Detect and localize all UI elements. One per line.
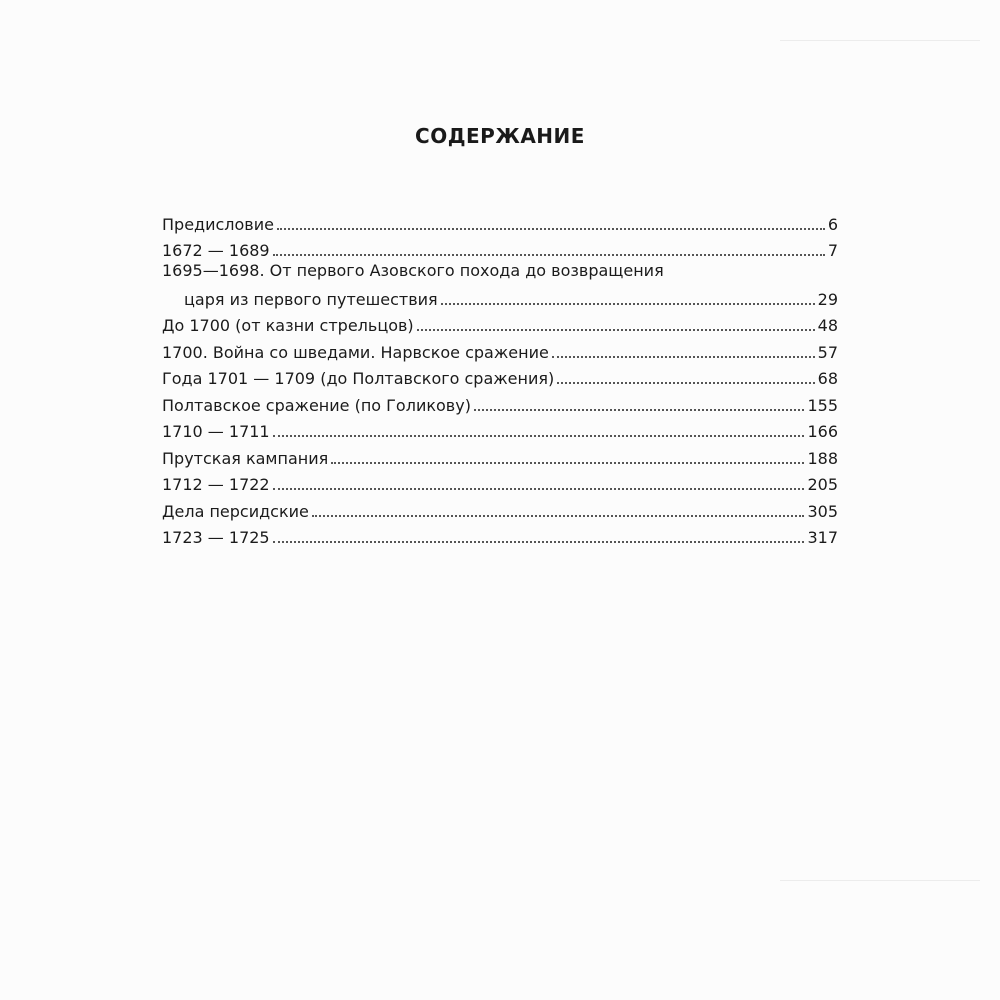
dot-leader: [312, 515, 805, 517]
toc-entry: [162, 522, 838, 549]
toc-entry-page: 155: [807, 395, 838, 415]
toc-entry-title: 1723 — 1725: [162, 528, 270, 547]
dot-leader: [441, 303, 815, 305]
toc-entry: [162, 495, 838, 522]
toc-entry-page: 305: [807, 501, 838, 521]
toc-entry-title: Прутская кампания: [162, 448, 329, 468]
toc-entry: [162, 363, 838, 390]
toc-entry-title: Дела персидские: [162, 501, 309, 521]
toc-entry-title: 1672 — 1689: [162, 241, 270, 260]
dot-leader: [552, 356, 815, 358]
toc-entry-first-line: [162, 261, 838, 283]
toc-entry-page: 6: [827, 214, 838, 234]
toc-entry-page: 188: [807, 448, 838, 468]
toc-entry-page: 29: [817, 289, 838, 309]
toc-entry-title: 1710 — 1711: [162, 422, 270, 441]
toc-entry-page: 317: [807, 528, 838, 547]
toc-entry-page: 57: [817, 342, 838, 362]
dot-leader: [273, 541, 805, 543]
dot-leader: [557, 382, 814, 384]
toc-entry-page: 7: [827, 241, 838, 260]
toc-entry-title: До 1700 (от казни стрельцов): [162, 316, 414, 335]
toc-entry-title: Предисловие: [162, 214, 274, 234]
table-of-contents: [162, 208, 838, 548]
toc-entry: [162, 235, 838, 262]
toc-entry-title: Года 1701 — 1709 (до Полтавского сражения): [162, 369, 555, 388]
toc-entry-page: 205: [807, 475, 838, 494]
toc-entry: [162, 310, 838, 337]
toc-entry-page: 68: [817, 369, 838, 388]
toc-entry-title: Полтавское сражение (по Голикову): [162, 395, 471, 415]
toc-entry: [162, 208, 838, 235]
dot-leader: [273, 254, 825, 256]
toc-entry: [162, 469, 838, 496]
dot-leader: [331, 462, 804, 464]
toc-entry-title-continued: царя из первого путешествия: [184, 289, 438, 309]
toc-entry: [162, 442, 838, 469]
bleed-through-line: [780, 40, 980, 41]
dot-leader: [273, 488, 805, 490]
toc-entry: [162, 283, 838, 310]
bleed-through-line: [780, 880, 980, 881]
dot-leader: [417, 329, 815, 331]
dot-leader: [277, 228, 825, 230]
toc-entry: [162, 389, 838, 416]
dot-leader: [474, 409, 805, 411]
toc-entry-title: 1695—1698. От первого Азовского похода до возвращения: [162, 261, 664, 280]
dot-leader: [273, 435, 805, 437]
toc-entry-page: 48: [817, 316, 838, 335]
toc-entry-title: 1700. Война со шведами. Нарвское сражение: [162, 342, 549, 362]
page-title: СОДЕРЖАНИЕ: [415, 124, 585, 148]
toc-entry-title: 1712 — 1722: [162, 475, 270, 494]
toc-entry: [162, 416, 838, 443]
toc-entry-page: 166: [807, 422, 838, 441]
toc-entry: [162, 336, 838, 363]
